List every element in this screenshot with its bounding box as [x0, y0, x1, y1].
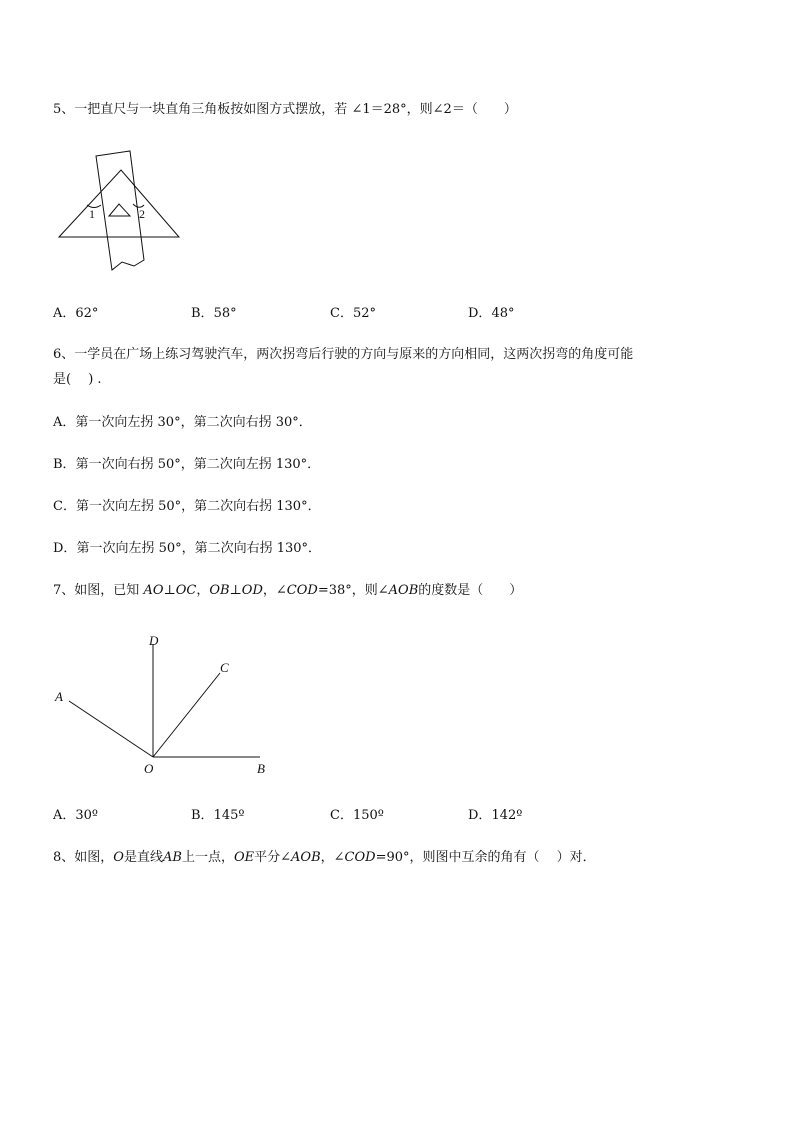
ray-oc	[153, 673, 220, 757]
option-letter: A．	[53, 808, 76, 823]
q7-option-d[interactable]	[468, 807, 522, 825]
option-value: 58°	[213, 306, 237, 321]
ruler-triangle-figure	[54, 148, 184, 273]
option-value: 48°	[491, 306, 515, 321]
q5-option-c[interactable]	[330, 305, 376, 323]
question-text: 如图，已知	[74, 583, 140, 598]
q6-option-d[interactable]	[53, 540, 321, 558]
option-value: 150º	[352, 808, 384, 823]
ruler	[96, 151, 144, 270]
option-letter: A．	[53, 415, 76, 430]
q7-option-b[interactable]	[191, 807, 245, 825]
punctuation: ，	[196, 583, 210, 598]
option-text: 第一次向左拐 30°，第二次向右拐 30°．	[75, 415, 312, 430]
q6-option-b[interactable]	[53, 456, 320, 474]
question-5-stem	[53, 101, 517, 119]
line-ab: AB	[162, 850, 182, 865]
option-text: 第一次向左拐 50°，第二次向右拐 130°．	[75, 499, 321, 514]
option-text: 第一次向右拐 50°，第二次向左拐 130°．	[75, 457, 321, 472]
option-letter: C．	[53, 499, 76, 514]
option-value: 52°	[352, 306, 376, 321]
q5-option-b[interactable]	[191, 305, 237, 323]
option-text: 第一次向左拐 50°，第二次向右拐 130°．	[76, 541, 322, 556]
punctuation: ，	[262, 583, 276, 598]
label-b: B	[257, 761, 265, 776]
ray-oe: OE	[233, 850, 255, 865]
question-text: ，则∠2＝（ ）	[406, 102, 517, 117]
question-6-stem-line1	[53, 346, 633, 364]
punctuation: ，	[320, 850, 334, 865]
option-letter: D．	[468, 808, 492, 823]
q7-option-c[interactable]	[330, 807, 384, 825]
question-text: =38°，则	[317, 583, 378, 598]
option-value: 62°	[75, 306, 99, 321]
angle-cod: ∠COD	[333, 850, 376, 865]
question-text: 平分	[254, 850, 281, 865]
angle-aob: ∠AOB	[280, 850, 321, 865]
angle-figure	[50, 630, 280, 780]
question-text: 的度数是（ ）	[418, 583, 523, 598]
option-letter: A．	[53, 306, 76, 321]
option-letter: C．	[330, 808, 353, 823]
perpendicular-ao-oc: AO⊥OC	[143, 583, 197, 598]
given-angle: ∠1＝28°	[351, 102, 407, 117]
label-c: C	[220, 660, 229, 675]
q5-option-d[interactable]	[468, 305, 514, 323]
angle-1-label: 1	[89, 207, 95, 221]
option-value: 142º	[491, 808, 523, 823]
perpendicular-ob-od: OB⊥OD	[209, 583, 263, 598]
option-letter: B．	[191, 306, 214, 321]
option-value: 145º	[213, 808, 245, 823]
angle-2-label: 2	[139, 207, 145, 221]
ray-oa	[69, 701, 153, 757]
option-letter: D．	[468, 306, 492, 321]
angle-aob: ∠AOB	[377, 583, 419, 598]
question-text: 一学员在广场上练习驾驶汽车，两次拐弯后行驶的方向与原来的方向相同，这两次拐弯的角度可能	[74, 347, 634, 362]
question-text: =90°，则图中互余的角有（ ）对．	[375, 850, 596, 865]
option-letter: D．	[53, 541, 77, 556]
question-text: 是直线	[123, 850, 163, 865]
question-number: 8、	[53, 850, 75, 865]
question-text: 是( ) .	[53, 372, 102, 387]
question-7-stem	[53, 582, 522, 600]
label-a: A	[55, 689, 63, 704]
question-6-stem-line2	[53, 371, 102, 389]
q5-option-a[interactable]	[53, 305, 98, 323]
question-8-stem	[53, 849, 596, 867]
option-letter: B．	[53, 457, 76, 472]
question-number: 5、	[53, 102, 75, 117]
label-d: D	[149, 633, 159, 648]
option-value: 30º	[75, 808, 99, 823]
point-o: O	[113, 850, 124, 865]
question-number: 6、	[53, 347, 75, 362]
question-text: 如图，	[74, 850, 114, 865]
question-text: 一把直尺与一块直角三角板按如图方式摆放，若	[74, 102, 348, 117]
q6-option-c[interactable]	[53, 498, 321, 516]
question-number: 7、	[53, 583, 75, 598]
option-letter: B．	[191, 808, 214, 823]
label-o: O	[144, 761, 154, 776]
option-letter: C．	[330, 306, 353, 321]
q6-option-a[interactable]	[53, 414, 312, 432]
q7-option-a[interactable]	[53, 807, 98, 825]
angle-cod: ∠COD	[275, 583, 318, 598]
question-text: 上一点，	[181, 850, 234, 865]
